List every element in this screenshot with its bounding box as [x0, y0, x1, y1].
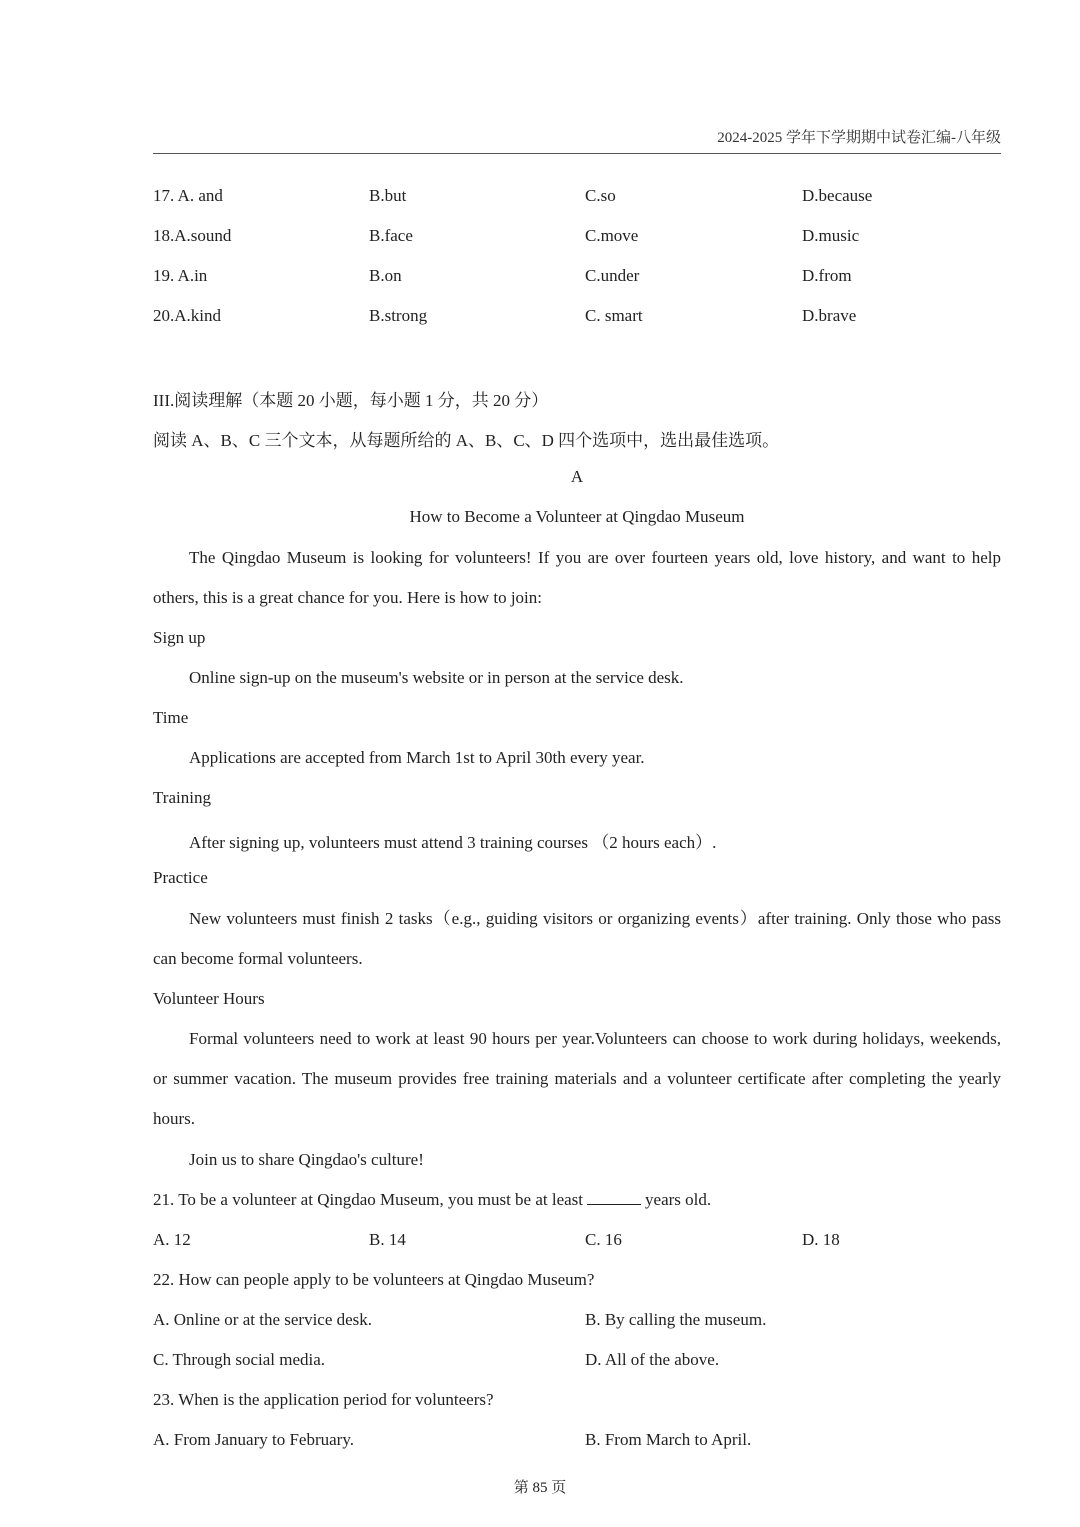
cloze-option-row: [153, 306, 1001, 328]
cloze-option-row: [153, 186, 1001, 208]
option-a: A. 12: [153, 1230, 191, 1249]
option-d: D. 18: [802, 1230, 840, 1249]
question-stem: [153, 1190, 711, 1210]
option-c: C.under: [585, 266, 640, 285]
section-text: Formal volunteers need to work at least 90 hours per year.Volunteers can choose to work during holidays, weekends, or summer vacation. The museum provides free training materials and a volunteer certificate after completing the yearly hours.: [153, 1029, 1001, 1128]
cloze-option-row: [153, 266, 1001, 288]
option-c: C.so: [585, 186, 616, 205]
passage-closing: Join us to share Qingdao's culture!: [189, 1150, 424, 1169]
option-d: D. All of the above.: [585, 1350, 720, 1369]
option-a: A. From January to February.: [153, 1430, 354, 1449]
question-options: [153, 1310, 1001, 1332]
section-title: III.阅读理解（本题 20 小题，每小题 1 分，共 20 分）: [153, 391, 549, 410]
section-heading: Training: [153, 788, 211, 807]
page-number: 第 85 页: [513, 1480, 567, 1496]
section-text: Applications are accepted from March 1st to April 30th every year.: [189, 748, 645, 767]
option-b: B.strong: [369, 306, 428, 325]
option-b: B.face: [369, 226, 413, 245]
option-d: D.from: [802, 266, 852, 285]
option-a: 20.A.kind: [153, 306, 221, 325]
cloze-option-row: [153, 226, 1001, 248]
option-d: D.because: [802, 186, 873, 205]
option-a: A. Online or at the service desk.: [153, 1310, 373, 1329]
section-text: After signing up, volunteers must attend 3 training courses （2 hours each）.: [189, 833, 717, 852]
option-d: D.brave: [802, 306, 857, 325]
question-stem-end: years old.: [645, 1190, 712, 1209]
option-b: B. 14: [369, 1230, 406, 1249]
section-heading: Volunteer Hours: [153, 989, 265, 1008]
option-b: B.on: [369, 266, 402, 285]
option-a: 17. A. and: [153, 186, 223, 205]
question-stem: 23. When is the application period for volunteers?: [153, 1390, 494, 1409]
option-c: C. 16: [585, 1230, 622, 1249]
option-d: D.music: [802, 226, 860, 245]
question-options: [153, 1350, 1001, 1372]
option-b: B. By calling the museum.: [585, 1310, 767, 1329]
section-instruction: 阅读 A、B、C 三个文本，从每题所给的 A、B、C、D 四个选项中，选出最佳选项。: [153, 431, 780, 450]
section-text: New volunteers must finish 2 tasks（e.g., guiding visitors or organizing events）after training. Only those who pass can become formal volunteers.: [153, 909, 1001, 968]
section-heading: Practice: [153, 868, 208, 887]
option-a: 19. A.in: [153, 266, 208, 285]
page-header: 2024-2025 学年下学期期中试卷汇编-八年级: [153, 126, 1001, 154]
option-b: B.but: [369, 186, 407, 205]
option-b: B. From March to April.: [585, 1430, 752, 1449]
option-c: C.move: [585, 226, 639, 245]
question-stem: 22. How can people apply to be volunteers at Qingdao Museum?: [153, 1270, 595, 1289]
passage-title: How to Become a Volunteer at Qingdao Museum: [409, 507, 745, 526]
section-heading: Sign up: [153, 628, 206, 647]
option-c: C. Through social media.: [153, 1350, 326, 1369]
question-options: [153, 1230, 1001, 1252]
option-a: 18.A.sound: [153, 226, 232, 245]
passage-intro: The Qingdao Museum is looking for volunteers! If you are over fourteen years old, love history, and want to help others, this is a great chance for you. Here is how to join:: [153, 548, 1001, 607]
passage-label: A: [570, 467, 584, 486]
answer-blank: [587, 1190, 641, 1205]
question-options: [153, 1430, 1001, 1452]
question-stem-start: 21. To be a volunteer at Qingdao Museum, you must be at least: [153, 1190, 584, 1209]
section-heading: Time: [153, 708, 189, 727]
section-text: Online sign-up on the museum's website or in person at the service desk.: [189, 668, 684, 687]
option-c: C. smart: [585, 306, 643, 325]
